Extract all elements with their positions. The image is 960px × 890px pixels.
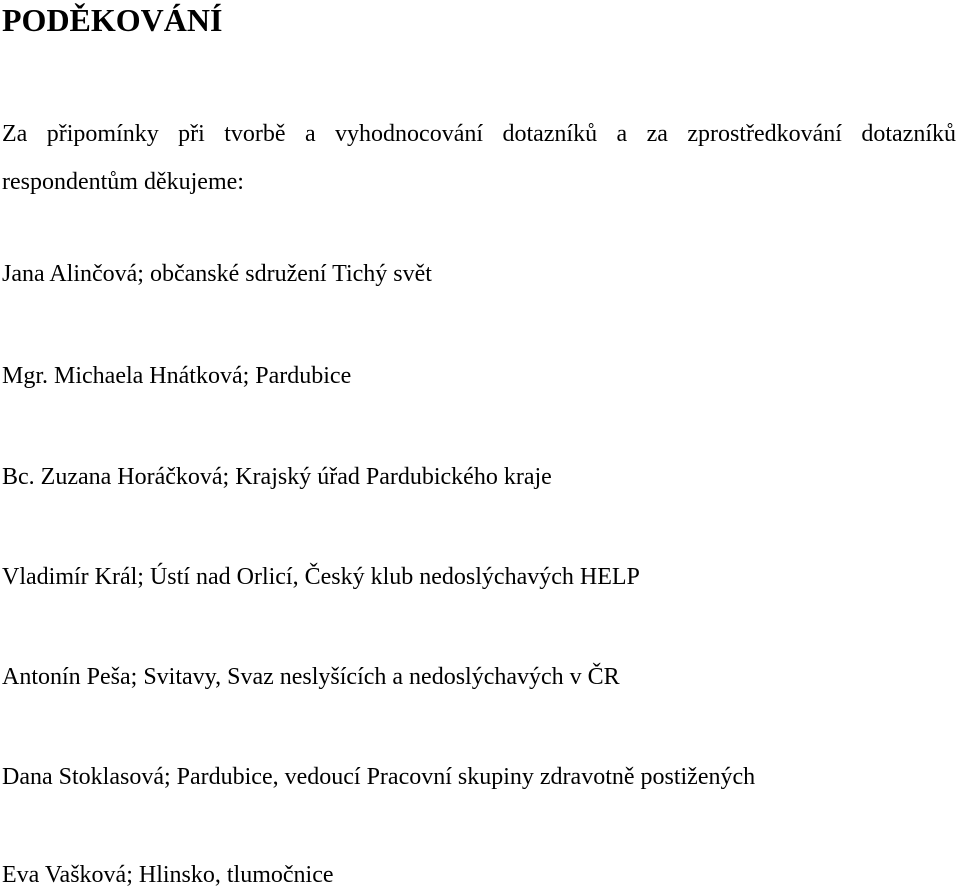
list-item: Bc. Zuzana Horáčková; Krajský úřad Pardubického kraje bbox=[2, 464, 552, 490]
list-item: Eva Vašková; Hlinsko, tlumočnice bbox=[2, 862, 334, 888]
list-item: Dana Stoklasová; Pardubice, vedoucí Pracovní skupiny zdravotně postižených bbox=[2, 764, 756, 790]
list-item: Antonín Peša; Svitavy, Svaz neslyšících a nedoslýchavých v ČR bbox=[2, 664, 620, 690]
list-item: Jana Alinčová; občanské sdružení Tichý svět bbox=[2, 261, 432, 287]
intro-paragraph: Za připomínky při tvorbě a vyhodnocování dotazníků a za zprostředkování dotazníků respondentům děkujeme: bbox=[2, 121, 956, 195]
page-title: PODĚKOVÁNÍ bbox=[2, 2, 223, 38]
list-item: Vladimír Král; Ústí nad Orlicí, Český klub nedoslýchavých HELP bbox=[2, 564, 640, 590]
list-item: Mgr. Michaela Hnátková; Pardubice bbox=[2, 363, 352, 389]
